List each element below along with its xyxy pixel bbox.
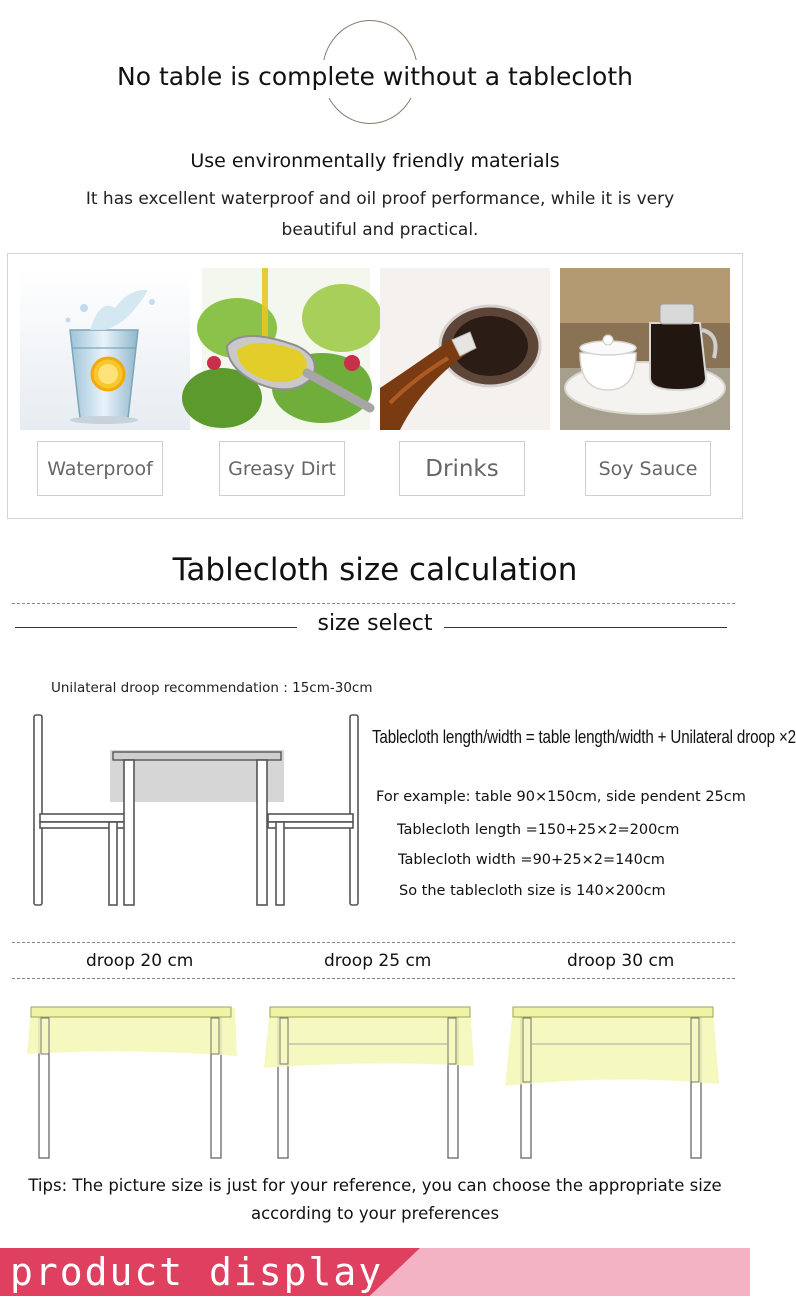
example-width: Tablecloth width =90+25×2=140cm — [398, 852, 665, 868]
size-select-heading: size select — [317, 611, 433, 636]
divider — [12, 942, 735, 943]
table-with-chairs-diagram — [28, 708, 368, 910]
soy-sauce-jar-with-teacup-icon — [560, 268, 730, 430]
divider — [15, 627, 297, 628]
feature-label-drinks: Drinks — [399, 441, 525, 496]
product-display-banner — [0, 1248, 750, 1296]
sub-headline: Use environmentally friendly materials — [190, 150, 560, 172]
feature-label-greasy-dirt: Greasy Dirt — [219, 441, 345, 496]
droop-20-table-diagram — [25, 1004, 243, 1160]
example-result: So the tablecloth size is 140×200cm — [399, 883, 666, 899]
spoon-with-oil-over-salad-icon — [202, 268, 370, 430]
feature-panel — [7, 253, 743, 519]
divider — [12, 978, 735, 979]
droop-recommendation: Unilateral droop recommendation : 15cm-30cm — [51, 680, 373, 696]
droop-label-30: droop 30 cm — [567, 951, 675, 971]
divider — [444, 627, 727, 628]
description: It has excellent waterproof and oil proof performance, while it is very beautiful and practical. — [85, 189, 675, 240]
divider — [12, 603, 735, 604]
feature-label-soy-sauce: Soy Sauce — [585, 441, 711, 496]
example-length: Tablecloth length =150+25×2=200cm — [397, 822, 680, 838]
tips-text: Tips: The picture size is just for your reference, you can choose the appropriate size according to your preferences — [28, 1176, 722, 1223]
droop-25-table-diagram — [262, 1004, 480, 1160]
droop-30-table-diagram — [505, 1004, 723, 1160]
banner-title: product display — [10, 1250, 384, 1294]
glass-of-water-with-lemon-icon — [20, 268, 190, 430]
headline: No table is complete without a tablecloth — [117, 62, 633, 91]
droop-label-20: droop 20 cm — [86, 951, 194, 971]
size-calculation-title: Tablecloth size calculation — [172, 552, 578, 588]
formula: Tablecloth length/width = table length/width + Unilateral droop ×2 — [372, 726, 796, 747]
bottle-pouring-dark-drink-icon — [380, 268, 550, 430]
example-intro: For example: table 90×150cm, side pendent 25cm — [376, 789, 746, 805]
droop-label-25: droop 25 cm — [324, 951, 432, 971]
feature-label-waterproof: Waterproof — [37, 441, 163, 496]
